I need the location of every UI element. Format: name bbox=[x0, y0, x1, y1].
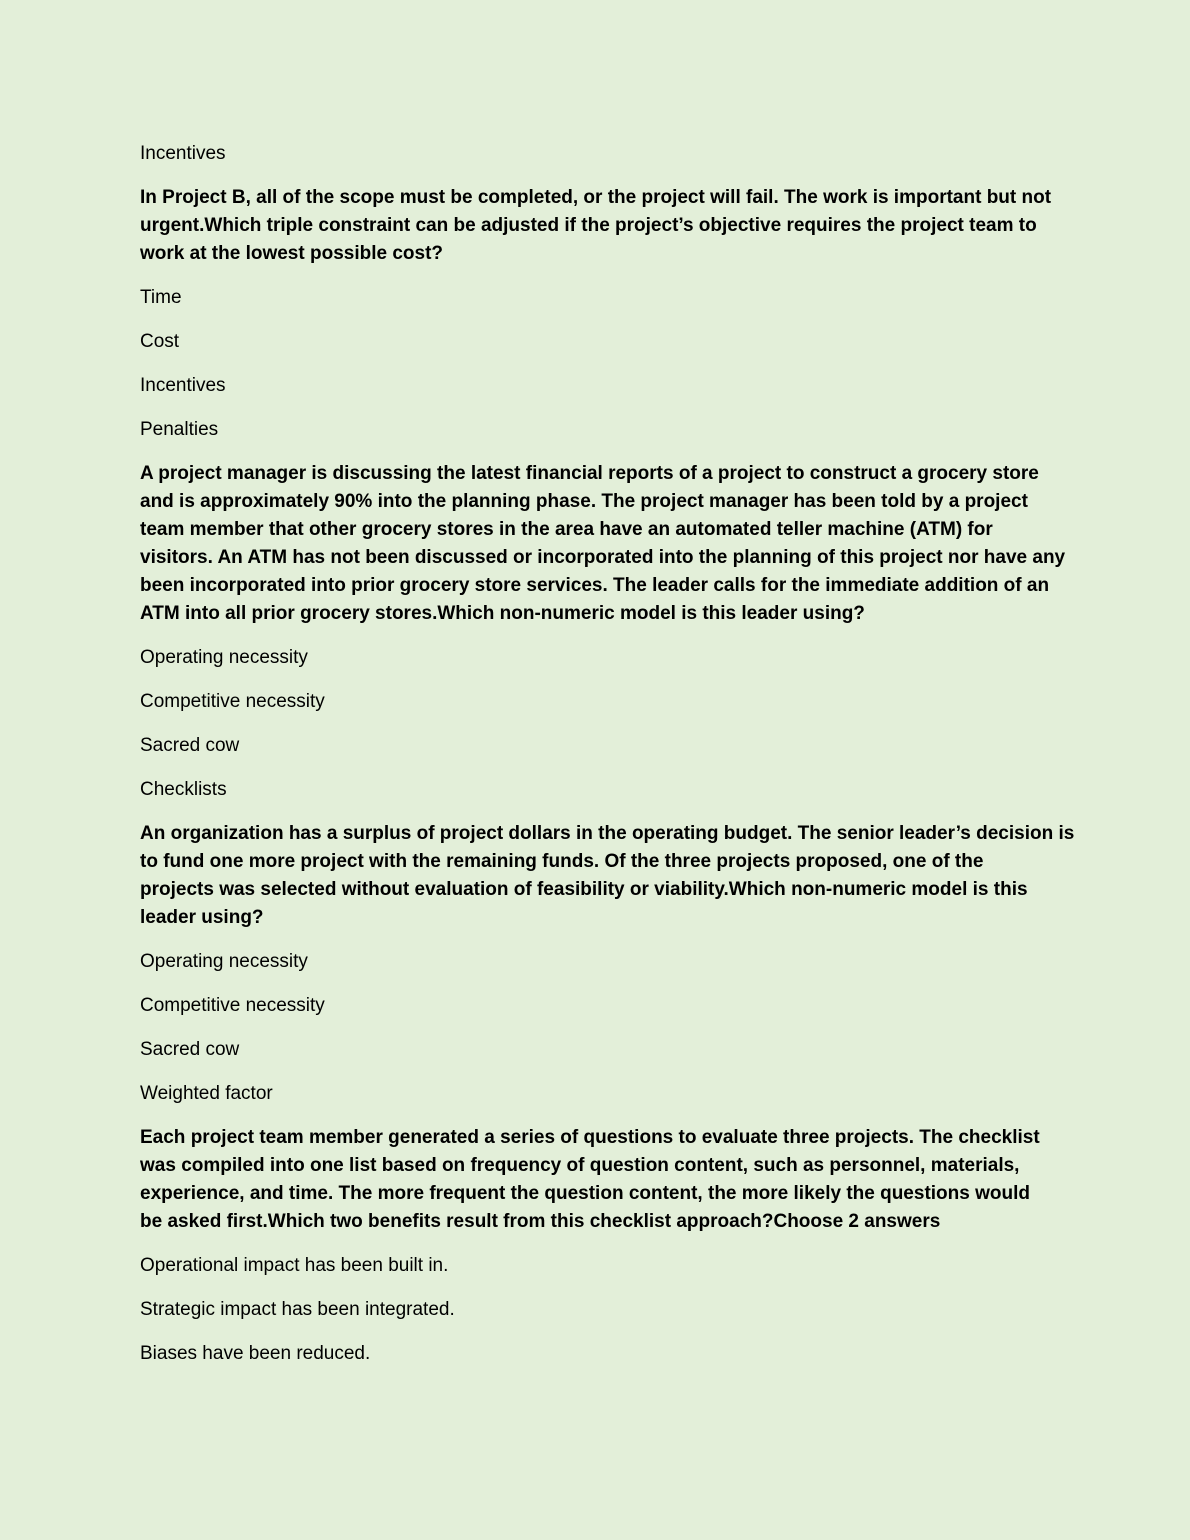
answer-option: Sacred cow bbox=[140, 735, 240, 756]
question-line: was compiled into one list based on frequency of question content, such as personnel, materials, bbox=[140, 1155, 1020, 1176]
answer-option: Checklists bbox=[140, 779, 227, 800]
question-line: been incorporated into prior grocery store services. The leader calls for the immediate addition of an bbox=[140, 575, 1050, 596]
answer-option: Penalties bbox=[140, 419, 219, 440]
question-line: projects was selected without evaluation of feasibility or viability.Which non-numeric model is this bbox=[140, 879, 1028, 900]
answer-option: Operating necessity bbox=[140, 951, 308, 972]
question-line: A project manager is discussing the latest financial reports of a project to construct a grocery store bbox=[140, 463, 1039, 484]
question-text bbox=[140, 1124, 1050, 1236]
answer-option: Operating necessity bbox=[140, 647, 308, 668]
question-text bbox=[140, 184, 1050, 268]
answer-option: Competitive necessity bbox=[140, 691, 325, 712]
question-line: experience, and time. The more frequent the question content, the more likely the questions would bbox=[140, 1183, 1030, 1204]
question-line: work at the lowest possible cost? bbox=[140, 243, 444, 264]
answer-option: Operational impact has been built in. bbox=[140, 1255, 449, 1276]
answer-option: Biases have been reduced. bbox=[140, 1343, 371, 1364]
question-line: leader using? bbox=[140, 907, 264, 928]
document-page bbox=[140, 140, 1075, 1384]
question-line: team member that other grocery stores in the area have an automated teller machine (ATM) for bbox=[140, 519, 993, 540]
answer-option: Strategic impact has been integrated. bbox=[140, 1299, 455, 1320]
question-line: In Project B, all of the scope must be completed, or the project will fail. The work is important but not bbox=[140, 187, 1052, 208]
question-line: and is approximately 90% into the planning phase. The project manager has been told by a project bbox=[140, 491, 1028, 512]
question-line: to fund one more project with the remaining funds. Of the three projects proposed, one of the bbox=[140, 851, 984, 872]
question-line: visitors. An ATM has not been discussed or incorporated into the planning of this project nor have any bbox=[140, 547, 1066, 568]
answer-option: Incentives bbox=[140, 143, 226, 164]
answer-option: Competitive necessity bbox=[140, 995, 325, 1016]
answer-option: Cost bbox=[140, 331, 180, 352]
answer-option: Weighted factor bbox=[140, 1083, 273, 1104]
question-line: ATM into all prior grocery stores.Which non-numeric model is this leader using? bbox=[140, 603, 865, 624]
question-line: be asked first.Which two benefits result from this checklist approach?Choose 2 answers bbox=[140, 1211, 941, 1232]
answer-option: Sacred cow bbox=[140, 1039, 240, 1060]
question-text bbox=[140, 460, 1066, 628]
question-line: An organization has a surplus of project dollars in the operating budget. The senior leader’s decision is bbox=[140, 823, 1075, 844]
answer-option: Time bbox=[140, 287, 182, 308]
question-line: Each project team member generated a series of questions to evaluate three projects. The checklist bbox=[140, 1127, 1040, 1148]
question-text bbox=[140, 820, 1075, 932]
answer-option: Incentives bbox=[140, 375, 226, 396]
question-line: urgent.Which triple constraint can be adjusted if the project’s objective requires the project team to bbox=[140, 215, 1037, 236]
